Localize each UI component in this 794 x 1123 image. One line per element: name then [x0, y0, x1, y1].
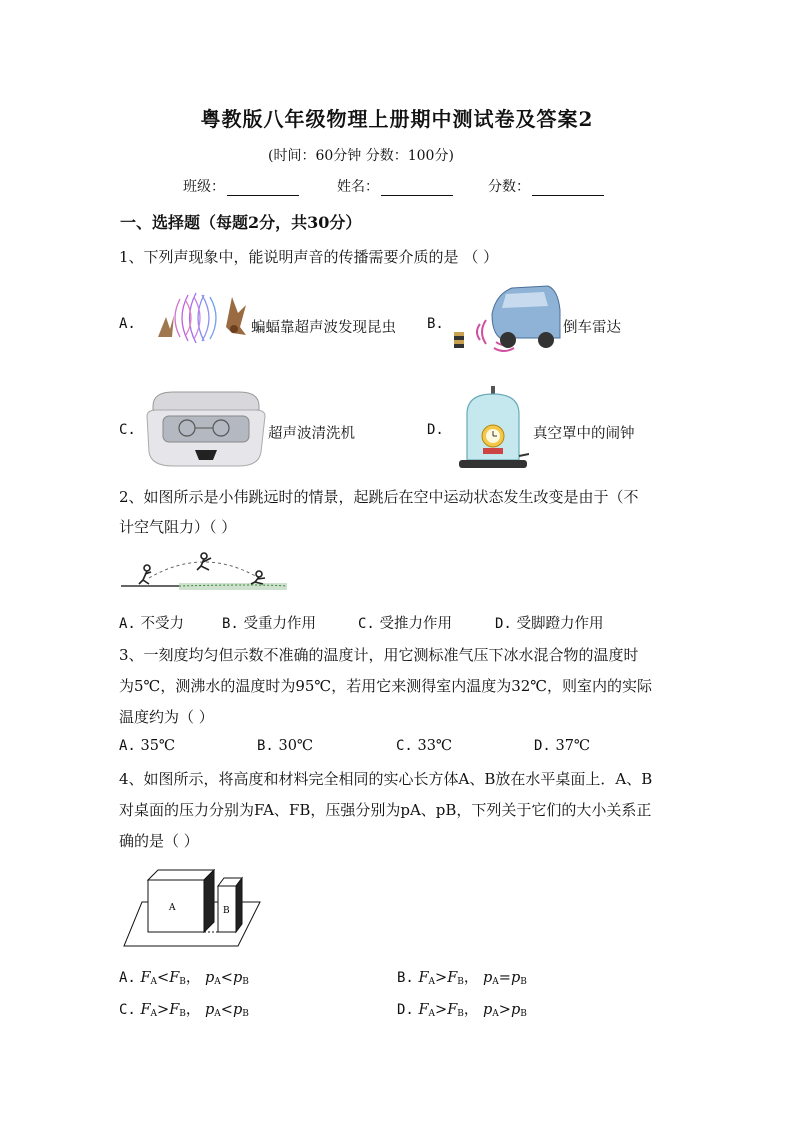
f-symbol: F — [418, 1002, 429, 1018]
f-symbol: F — [140, 970, 151, 986]
q4-a-p-relation: < — [220, 970, 233, 986]
q4-c-f-relation: > — [157, 1002, 170, 1018]
p-symbol: p — [482, 1002, 493, 1018]
q1-option-c-label: C. — [119, 422, 136, 438]
q4-b-f-relation: > — [435, 970, 448, 986]
name-field — [337, 176, 453, 196]
q3-option-a — [119, 738, 175, 754]
f-symbol: F — [169, 1002, 180, 1018]
q4-a-f-relation: < — [157, 970, 170, 986]
q3-option-c-label: C. — [396, 738, 413, 754]
f-symbol: F — [140, 1002, 151, 1018]
q2-option-a-text: 不受力 — [140, 616, 184, 632]
q1-option-c-text: 超声波清洗机 — [268, 426, 355, 442]
q3-option-d-text: 37℃ — [555, 738, 591, 754]
q1-option-b-text: 倒车雷达 — [563, 320, 621, 336]
question-3-line3: 温度约为（ ） — [119, 708, 214, 726]
sub-a: A — [428, 977, 436, 987]
class-label: 班级： — [183, 179, 225, 195]
sub-a: A — [428, 1009, 436, 1019]
sub-b: B — [242, 977, 249, 987]
q1-option-a-text: 蝙蝠靠超声波发现昆虫 — [251, 320, 396, 336]
q2-option-b-label: B. — [222, 616, 239, 632]
q3-option-b — [257, 738, 313, 754]
p-symbol: p — [232, 970, 243, 986]
q3-option-b-label: B. — [257, 738, 274, 754]
question-1-stem: 1、下列声现象中，能说明声音的传播需要介质的是 （ ） — [119, 248, 499, 266]
f-symbol: F — [447, 1002, 458, 1018]
q2-option-d-text: 受脚蹬力作用 — [516, 616, 604, 632]
q2-option-a-label: A. — [119, 616, 136, 632]
q3-option-d — [534, 738, 590, 754]
sub-a: A — [492, 977, 499, 987]
q4-c-p-relation: < — [220, 1002, 233, 1018]
sub-b: B — [179, 1009, 186, 1019]
q3-option-c-text: 33℃ — [417, 738, 453, 754]
q3-option-a-label: A. — [119, 738, 136, 754]
sub-a: A — [150, 977, 158, 987]
long-jump-image — [119, 548, 291, 598]
q2-option-b-text: 受重力作用 — [243, 616, 316, 632]
q4-option-c-label: C. — [119, 1002, 136, 1018]
q2-option-c — [358, 612, 452, 633]
p-symbol: p — [204, 970, 215, 986]
vacuum-bell-jar-image — [457, 384, 529, 472]
reversing-car-image — [452, 280, 562, 360]
q2-option-d — [495, 612, 603, 633]
score-blank — [532, 181, 604, 196]
q2-option-a — [119, 612, 184, 633]
q1-option-d-text: 真空罩中的闹钟 — [533, 426, 635, 442]
q1-option-b-label: B. — [427, 316, 444, 332]
q4-d-p-relation: > — [498, 1002, 511, 1018]
p-symbol: p — [510, 1002, 521, 1018]
ultrasonic-cleaner-image — [143, 386, 267, 470]
sub-a: A — [492, 1009, 499, 1019]
f-symbol: F — [418, 970, 429, 986]
q4-d-f-relation: > — [435, 1002, 448, 1018]
f-symbol: F — [447, 970, 458, 986]
q3-option-a-text: 35℃ — [140, 738, 176, 754]
sub-a: A — [214, 977, 221, 987]
q4-option-c: C. $F_A>F_B$， $p_A<p_B$ — [119, 1002, 249, 1019]
q2-option-b — [222, 612, 316, 633]
class-blank — [227, 181, 299, 196]
q3-option-c — [396, 738, 452, 754]
exam-subtitle: (时间：60分钟 分数：100分) — [268, 148, 454, 164]
question-3-line2: 为5℃，测沸水的温度时为95℃，若用它来测得室内温度为32℃，则室内的实际 — [119, 677, 653, 695]
q4-b-p-relation: = — [498, 970, 511, 986]
sub-b: B — [242, 1009, 249, 1019]
block-b-label: B — [223, 906, 230, 916]
name-label: 姓名： — [337, 179, 379, 195]
q1-option-d-label: D. — [427, 422, 444, 438]
blocks-on-table-figure — [120, 864, 262, 950]
sub-a: A — [214, 1009, 221, 1019]
question-2-stem-line2: 计空气阻力）（ ） — [119, 518, 237, 536]
p-symbol: p — [510, 970, 521, 986]
p-symbol: p — [232, 1002, 243, 1018]
sub-b: B — [520, 977, 527, 987]
sub-b: B — [457, 1009, 464, 1019]
q1-option-a-label: A. — [119, 316, 136, 332]
q2-option-c-label: C. — [358, 616, 375, 632]
question-2-stem-line1: 2、如图所示是小伟跳远时的情景，起跳后在空中运动状态发生改变是由于（不 — [119, 488, 639, 506]
q4-option-b-label: B. — [397, 970, 414, 986]
page-title: 粤教版八年级物理上册期中测试卷及答案2 — [200, 107, 594, 131]
sub-b: B — [520, 1009, 527, 1019]
q4-option-d: D. $F_A>F_B$， $p_A>p_B$ — [397, 1002, 527, 1019]
sub-a: A — [150, 1009, 158, 1019]
q3-option-d-label: D. — [534, 738, 551, 754]
sub-b: B — [457, 977, 464, 987]
q4-option-a-label: A. — [119, 970, 136, 986]
p-symbol: p — [204, 1002, 215, 1018]
score-label: 分数： — [488, 179, 530, 195]
q4-option-b: B. $F_A>F_B$， $p_A=p_B$ — [397, 970, 527, 987]
question-4-line2: 对桌面的压力分别为FA、FB，压强分别为pA、pB，下列关于它们的大小关系正 — [119, 801, 652, 819]
name-blank — [381, 181, 453, 196]
score-field — [488, 176, 604, 196]
bat-ultrasound-image — [152, 287, 248, 349]
q3-option-b-text: 30℃ — [278, 738, 314, 754]
q4-option-a: A. $F_A<F_B$， $p_A<p_B$ — [119, 970, 249, 987]
q2-option-d-label: D. — [495, 616, 512, 632]
question-4-line3: 确的是（ ） — [119, 832, 199, 850]
q4-option-d-label: D. — [397, 1002, 414, 1018]
f-symbol: F — [169, 970, 180, 986]
q2-option-c-text: 受推力作用 — [379, 616, 452, 632]
sub-b: B — [179, 977, 186, 987]
question-3-line1: 3、一刻度均匀但示数不准确的温度计，用它测标准气压下冰水混合物的温度时 — [119, 646, 639, 664]
question-4-line1: 4、如图所示，将高度和材料完全相同的实心长方体A、B放在水平桌面上．A、B — [119, 770, 653, 788]
block-a-label: A — [169, 903, 176, 913]
p-symbol: p — [482, 970, 493, 986]
class-field — [183, 176, 299, 196]
section-heading: 一、选择题（每题2分，共30分） — [120, 213, 362, 232]
